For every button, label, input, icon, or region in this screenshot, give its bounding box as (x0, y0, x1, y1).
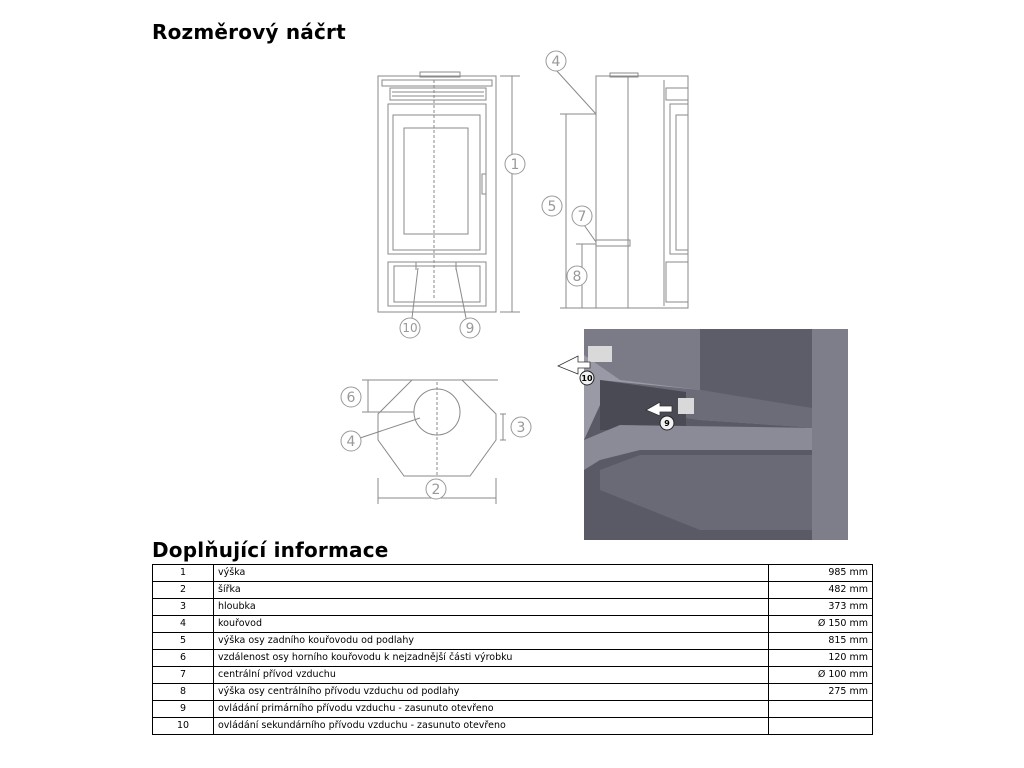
callout-9: 9 (465, 321, 475, 337)
table-cell-val: 985 mm (769, 565, 873, 582)
table-cell-desc: vzdálenost osy horního kouřovodu k nejzadnější části výrobku (214, 650, 769, 667)
table-cell-val (769, 718, 873, 735)
table-row (153, 616, 873, 633)
table-cell-val: 815 mm (769, 633, 873, 650)
spec-table (152, 564, 873, 735)
table-row (153, 633, 873, 650)
table-row (153, 701, 873, 718)
callout-3: 3 (516, 420, 526, 436)
callout-8: 8 (572, 269, 582, 285)
callout-7: 7 (577, 209, 587, 225)
table-cell-num: 7 (153, 667, 214, 684)
table-cell-num: 8 (153, 684, 214, 701)
table-cell-val: 482 mm (769, 582, 873, 599)
table-cell-num: 9 (153, 701, 214, 718)
table-cell-desc: centrální přívod vzduchu (214, 667, 769, 684)
table-cell-val: Ø 100 mm (769, 667, 873, 684)
callout-5: 5 (547, 199, 557, 215)
table-cell-val: 373 mm (769, 599, 873, 616)
table-cell-num: 4 (153, 616, 214, 633)
table-row (153, 599, 873, 616)
table-row (153, 718, 873, 735)
table-cell-num: 3 (153, 599, 214, 616)
table-cell-desc: ovládání primárního přívodu vzduchu - zasunuto otevřeno (214, 701, 769, 718)
table-cell-val: 275 mm (769, 684, 873, 701)
callout-4-side: 4 (551, 54, 561, 70)
table-cell-desc: šířka (214, 582, 769, 599)
table-cell-desc: výška (214, 565, 769, 582)
table-row (153, 667, 873, 684)
callout-6: 6 (346, 390, 356, 406)
table-cell-num: 10 (153, 718, 214, 735)
table-cell-num: 1 (153, 565, 214, 582)
table-cell-desc: hloubka (214, 599, 769, 616)
sketch-heading: Rozměrový náčrt (152, 20, 346, 44)
table-cell-desc: výška osy centrálního přívodu vzduchu od podlahy (214, 684, 769, 701)
callout-1: 1 (510, 157, 520, 173)
info-heading: Doplňující informace (152, 538, 389, 562)
table-cell-val: 120 mm (769, 650, 873, 667)
callout-4-top: 4 (346, 434, 356, 450)
table-row (153, 582, 873, 599)
table-cell-desc: kouřovod (214, 616, 769, 633)
callout-10: 10 (402, 321, 418, 335)
table-cell-num: 2 (153, 582, 214, 599)
table-cell-desc: výška osy zadního kouřovodu od podlahy (214, 633, 769, 650)
callout-2: 2 (431, 482, 441, 498)
front-view-drawing (378, 72, 520, 318)
table-row (153, 650, 873, 667)
stove-base-illustration (558, 329, 848, 540)
table-cell-num: 6 (153, 650, 214, 667)
table-cell-val (769, 701, 873, 718)
table-cell-num: 5 (153, 633, 214, 650)
table-row (153, 684, 873, 701)
photo-callout-9: 9 (664, 419, 670, 428)
table-row (153, 565, 873, 582)
photo-callout-10: 10 (581, 374, 593, 383)
table-cell-desc: ovládání sekundárního přívodu vzduchu - zasunuto otevřeno (214, 718, 769, 735)
table-cell-val: Ø 150 mm (769, 616, 873, 633)
